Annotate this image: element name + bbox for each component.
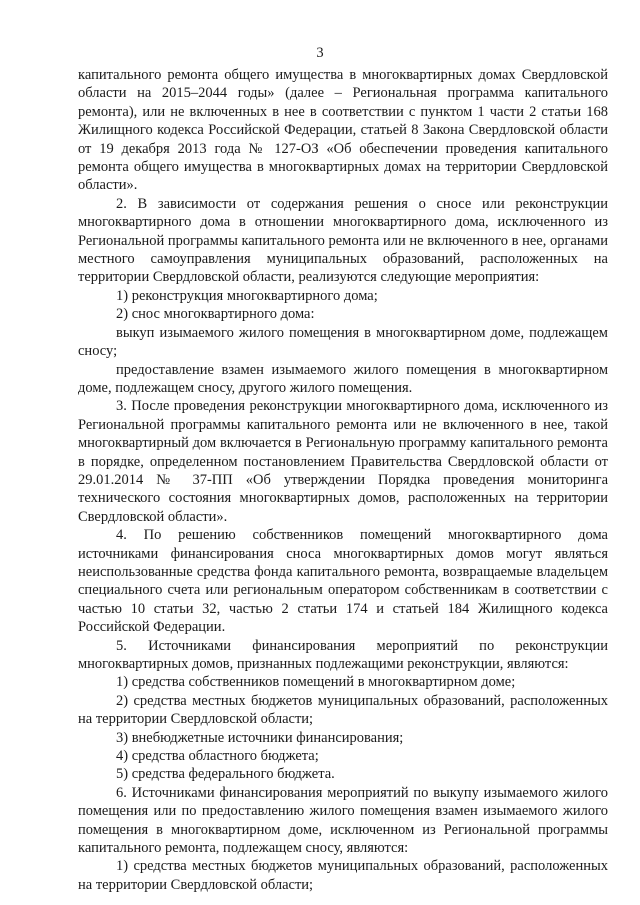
paragraph: 2. В зависимости от содержания решения о сносе или реконструкции многоквартирного дома в отношении многоквартирного дома, исключенного из Региональной программы капитального ремонта или не включенного в нее, органами местного самоуправления муниципальных образований, расположенных на территории Свердловской области, реализуются следующие мероприятия: [78,195,608,286]
paragraph: 2) снос многоквартирного дома: [116,306,315,323]
paragraph: 1) реконструкция многоквартирного дома; [116,287,378,304]
paragraph: 2) средства местных бюджетов муниципальных образований, расположенных на территории Свердловской области; [78,692,608,728]
document-body [78,66,608,894]
paragraph: 1) средства собственников помещений в многоквартирном доме; [116,674,516,691]
paragraph: 5) средства федерального бюджета. [116,766,335,783]
paragraph: 6. Источниками финансирования мероприятий по выкупу изымаемого жилого помещения или по предоставлению жилого помещения взамен изымаемого жилого помещения в многоквартирном доме, исключенном из Региональной программы капитального ремонта, подлежащем сносу, являются: [78,784,608,857]
paragraph: капитального ремонта общего имущества в многоквартирных домах Свердловской области на 2015–2044 годы» (далее – Региональная программа капитального ремонта), или не включенных в нее в соответствии с пунктом 1 части 2 статьи 168 Жилищного кодекса Российской Федерации, статьей 8 Закона Свердловской области от 19 декабря 2013 года № 127-ОЗ «Об обеспечении проведения капитального ремонта общего имущества в многоквартирных домах на территории Свердловской области». [78,67,608,194]
page-number: 3 [316,45,324,61]
paragraph: 4) средства областного бюджета; [116,748,319,765]
paragraph: 5. Источниками финансирования мероприятий по реконструкции многоквартирных домов, признанных подлежащими реконструкции, являются: [78,637,608,672]
paragraph: 1) средства местных бюджетов муниципальных образований, расположенных на территории Свердловской области; [78,858,608,893]
paragraph: 3) внебюджетные источники финансирования; [116,729,404,746]
paragraph: 3. После проведения реконструкции многоквартирного дома, исключенного из Региональной программы капитального ремонта или не включенного в нее, такой многоквартирный дом включается в Региональную программу капитального ремонта в порядке, определенном постановлением Правительства Свердловской области от 29.01.2014 № 37-ПП «Об утверждении Порядка проведения мониторинга технического состояния многоквартирных домов, расположенных на территории Свердловской области». [78,398,608,525]
paragraph: предоставление взамен изымаемого жилого помещения в многоквартирном доме, подлежащем сносу, другого жилого помещения. [78,361,608,396]
paragraph: 4. По решению собственников помещений многоквартирного дома источниками финансирования сноса многоквартирных домов могут являться неиспользованные средства фонда капитального ремонта, возвращаемые владельцем специального счета или региональным оператором собственникам в соответствии с частью 10 статьи 32, частью 2 статьи 174 и статьей 184 Жилищного кодекса Российской Федерации. [78,527,608,636]
paragraph: выкуп изымаемого жилого помещения в многоквартирном доме, подлежащем сносу; [78,324,608,360]
